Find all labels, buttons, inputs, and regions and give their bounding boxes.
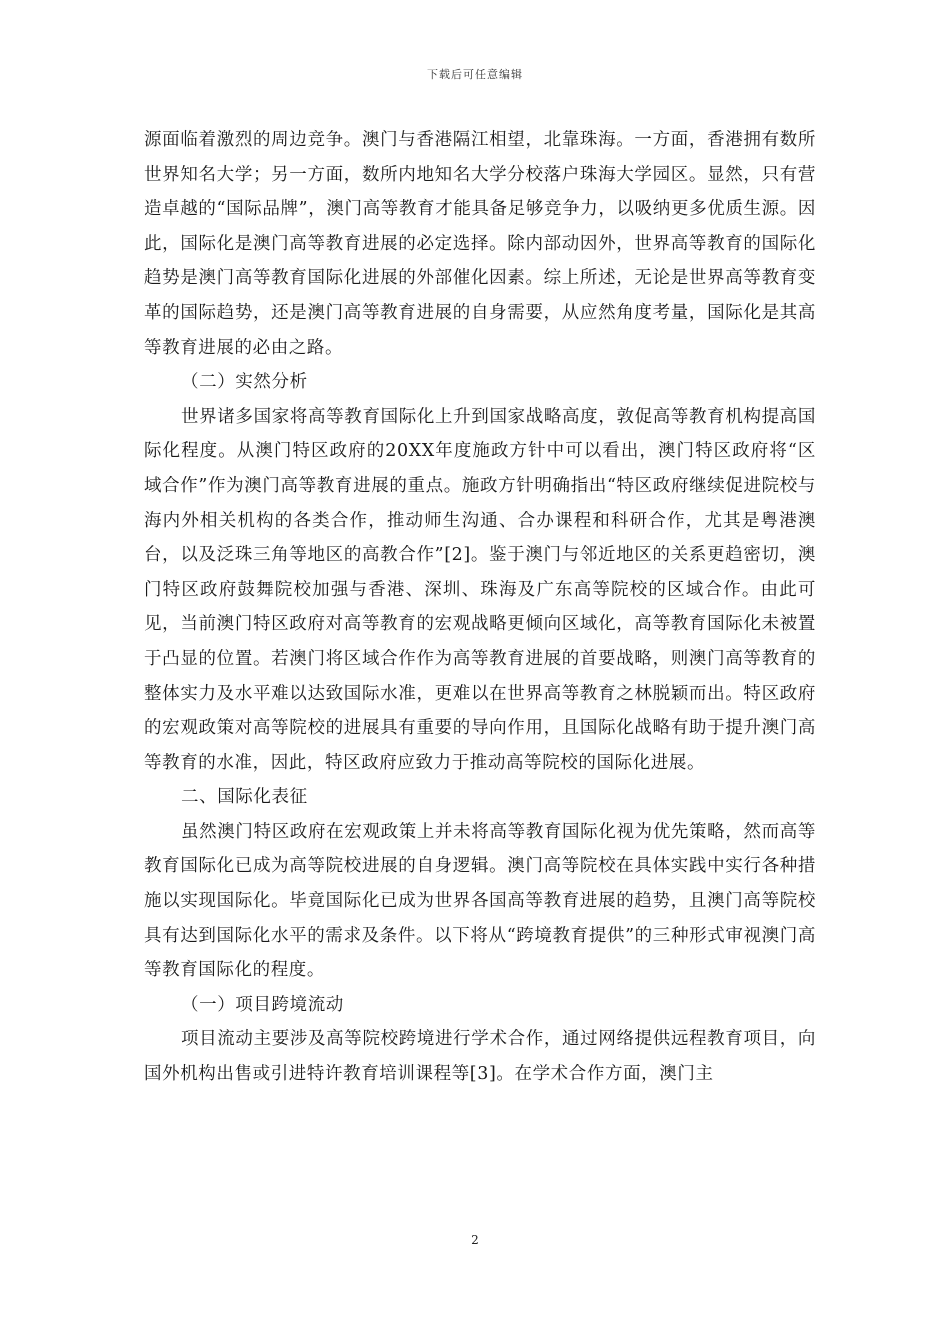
page-number: 2 [471,1233,479,1247]
section-heading-characteristics: 二、国际化表征 [181,787,308,808]
page-header: 下载后可任意编辑 [427,68,523,81]
paragraph-3: 虽然澳门特区政府在宏观政策上并未将高等教育国际化视为优先策略，然而高等教育国际化已成为高等院校进展的自身逻辑。澳门高等院校在具体实践中实行各种措施以实现国际化。毕竟国际化已成为世界各国高等教育进展的趋势，且澳门高等院校具有达到国际化水平的需求及条件。以下将从“跨境教育提供”的三种形式审视澳门高等教育国际化的程度。 [144,821,816,981]
paragraph-2: 世界诸多国家将高等教育国际化上升到国家战略高度，敦促高等教育机构提高国际化程度。从澳门特区政府的20XX年度施政方针中可以看出，澳门特区政府将“区域合作”作为澳门高等教育进展的重点。施政方针明确指出“特区政府继续促进院校与海内外相关机构的各类合作，推动师生沟通、合办课程和科研合作，尤其是粤港澳台，以及泛珠三角等地区的高教合作”[2]。鉴于澳门与邻近地区的关系更趋密切，澳门特区政府鼓舞院校加强与香港、深圳、珠海及广东高等院校的区域合作。由此可见，当前澳门特区政府对高等教育的宏观战略更倾向区域化，高等教育国际化未被置于凸显的位置。若澳门将区域合作作为高等教育进展的首要战略，则澳门高等教育的整体实力及水平难以达致国际水准，更难以在世界高等教育之林脱颖而出。特区政府的宏观政策对高等院校的进展具有重要的导向作用，且国际化战略有助于提升澳门高等教育的水准，因此，特区政府应致力于推动高等院校的国际化进展。 [144,406,816,773]
section-heading-project-mobility: （一）项目跨境流动 [181,994,344,1015]
section-heading-analysis: （二）实然分析 [181,372,308,393]
paragraph-4: 项目流动主要涉及高等院校跨境进行学术合作，通过网络提供远程教育项目，向国外机构出售或引进特许教育培训课程等[3]。在学术合作方面，澳门主 [144,1029,816,1085]
document-body [144,123,816,1092]
paragraph-1: 源面临着激烈的周边竞争。澳门与香港隔江相望，北靠珠海。一方面，香港拥有数所世界知名大学；另一方面，数所内地知名大学分校落户珠海大学园区。显然，只有营造卓越的“国际品牌”，澳门高等教育才能具备足够竞争力，以吸纳更多优质生源。因此，国际化是澳门高等教育进展的必定选择。除内部动因外，世界高等教育的国际化趋势是澳门高等教育国际化进展的外部催化因素。综上所述，无论是世界高等教育变革的国际趋势，还是澳门高等教育进展的自身需要，从应然角度考量，国际化是其高等教育进展的必由之路。 [144,130,816,358]
